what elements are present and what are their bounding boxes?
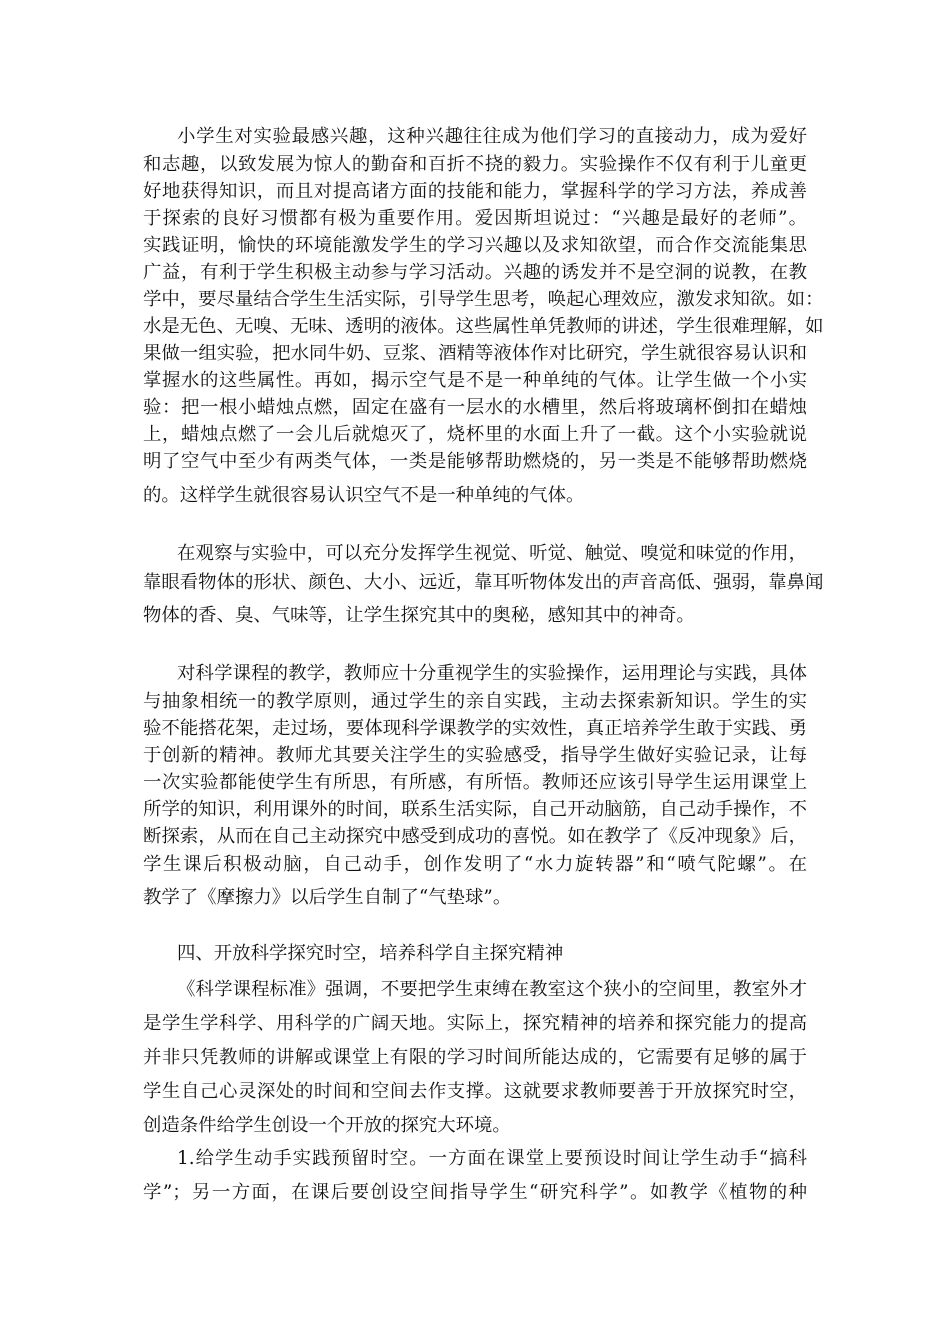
paragraph-5-line-5: 创造条件给学生创设一个开放的探究大环境。 (143, 1115, 511, 1136)
paragraph-1-line-11: 验：把一根小蜡烛点燃，固定在盛有一层水的水槽里，然后将玻璃杯倒扣在蜡烛 (143, 397, 807, 418)
paragraph-1-line-1: 小学生对实验最感兴趣，这种兴趣往往成为他们学习的直接动力，成为爱好 (177, 126, 807, 147)
paragraph-1-line-4: 于探索的良好习惯都有极为重要作用。爱因斯坦说过：“兴趣是最好的老师”。 (143, 208, 807, 229)
paragraph-5-line-2: 是学生学科学、用科学的广阔天地。实际上，探究精神的培养和探究能力的提高 (143, 1013, 807, 1034)
paragraph-5-line-3: 并非只凭教师的讲解或课堂上有限的学习时间所能达成的，它需要有足够的属于 (143, 1047, 807, 1068)
paragraph-1-line-5: 实践证明，愉快的环境能激发学生的学习兴趣以及求知欲望，而合作交流能集思 (143, 235, 807, 256)
paragraph-2-line-1: 在观察与实验中，可以充分发挥学生视觉、听觉、触觉、嗅觉和味觉的作用， (177, 543, 807, 564)
paragraph-3-line-4: 于创新的精神。教师尤其要关注学生的实验感受，指导学生做好实验记录，让每 (143, 745, 807, 766)
paragraph-1-line-2: 和志趣，以致发展为惊人的勤奋和百折不挠的毅力。实验操作不仅有利于儿童更 (143, 154, 807, 175)
paragraph-5-line-4: 学生自己心灵深处的时间和空间去作支撑。这就要求教师要善于开放探究时空， (143, 1081, 807, 1102)
paragraph-1-line-3: 好地获得知识，而且对提高诸方面的技能和能力，掌握科学的学习方法，养成善 (143, 181, 807, 202)
paragraph-1-line-6: 广益，有利于学生积极主动参与学习活动。兴趣的诱发并不是空洞的说教，在教 (143, 262, 807, 283)
paragraph-5-line-1: 《科学课程标准》强调，不要把学生束缚在教室这个狭小的空间里，教室外才 (177, 979, 807, 1000)
paragraph-1-line-10: 掌握水的这些属性。再如，揭示空气是不是一种单纯的气体。让学生做一个小实 (143, 370, 807, 391)
paragraph-1-line-14: 的。这样学生就很容易认识空气不是一种单纯的气体。 (143, 485, 585, 506)
paragraph-6-line-1: 1.给学生动手实践预留时空。一方面在课堂上要预设时间让学生动手“搞科 (177, 1148, 807, 1169)
paragraph-2-line-2: 靠眼看物体的形状、颜色、大小、远近，靠耳听物体发出的声音高低、强弱，靠鼻闻 (143, 572, 824, 593)
paragraph-2-line-3: 物体的香、臭、气味等，让学生探究其中的奥秘，感知其中的神奇。 (143, 605, 695, 626)
paragraph-3-line-3: 验不能搭花架，走过场，要体现科学课教学的实效性，真正培养学生敢于实践、勇 (143, 718, 807, 739)
paragraph-1-line-9: 果做一组实验，把水同牛奶、豆浆、酒精等液体作对比研究，学生就很容易认识和 (143, 343, 807, 364)
paragraph-1-line-12: 上，蜡烛点燃了一会儿后就熄灭了，烧杯里的水面上升了一截。这个小实验就说 (143, 424, 807, 445)
paragraph-3-line-7: 断探索，从而在自己主动探究中感受到成功的喜悦。如在教学了《反冲现象》后， (143, 826, 807, 847)
paragraph-3-line-1: 对科学课程的教学，教师应十分重视学生的实验操作，运用理论与实践，具体 (177, 663, 807, 684)
paragraph-1-line-7: 学中，要尽量结合学生生活实际，引导学生思考，唤起心理效应，激发求知欲。如： (143, 289, 824, 310)
paragraph-1-line-8: 水是无色、无嗅、无味、透明的液体。这些属性单凭教师的讲述，学生很难理解，如 (143, 316, 824, 337)
paragraph-3-line-8: 学生课后积极动脑，自己动手，创作发明了“水力旋转器”和“喷气陀螺”。在 (143, 854, 807, 875)
paragraph-3-line-9: 教学了《摩擦力》以后学生自制了“气垫球”。 (143, 887, 512, 908)
paragraph-3-line-5: 一次实验都能使学生有所思，有所感，有所悟。教师还应该引导学生运用课堂上 (143, 772, 807, 793)
paragraph-6-line-2: 学”；另一方面，在课后要创设空间指导学生“研究科学”。如教学《植物的种 (143, 1182, 807, 1203)
paragraph-1-line-13: 明了空气中至少有两类气体，一类是能够帮助燃烧的，另一类是不能够帮助燃烧 (143, 451, 807, 472)
paragraph-3-line-2: 与抽象相统一的教学原则，通过学生的亲自实践，主动去探索新知识。学生的实 (143, 691, 807, 712)
section-heading: 四、开放科学探究时空，培养科学自主探究精神 (177, 943, 564, 964)
paragraph-3-line-6: 所学的知识，利用课外的时间，联系生活实际，自己开动脑筋，自己动手操作，不 (143, 799, 807, 820)
